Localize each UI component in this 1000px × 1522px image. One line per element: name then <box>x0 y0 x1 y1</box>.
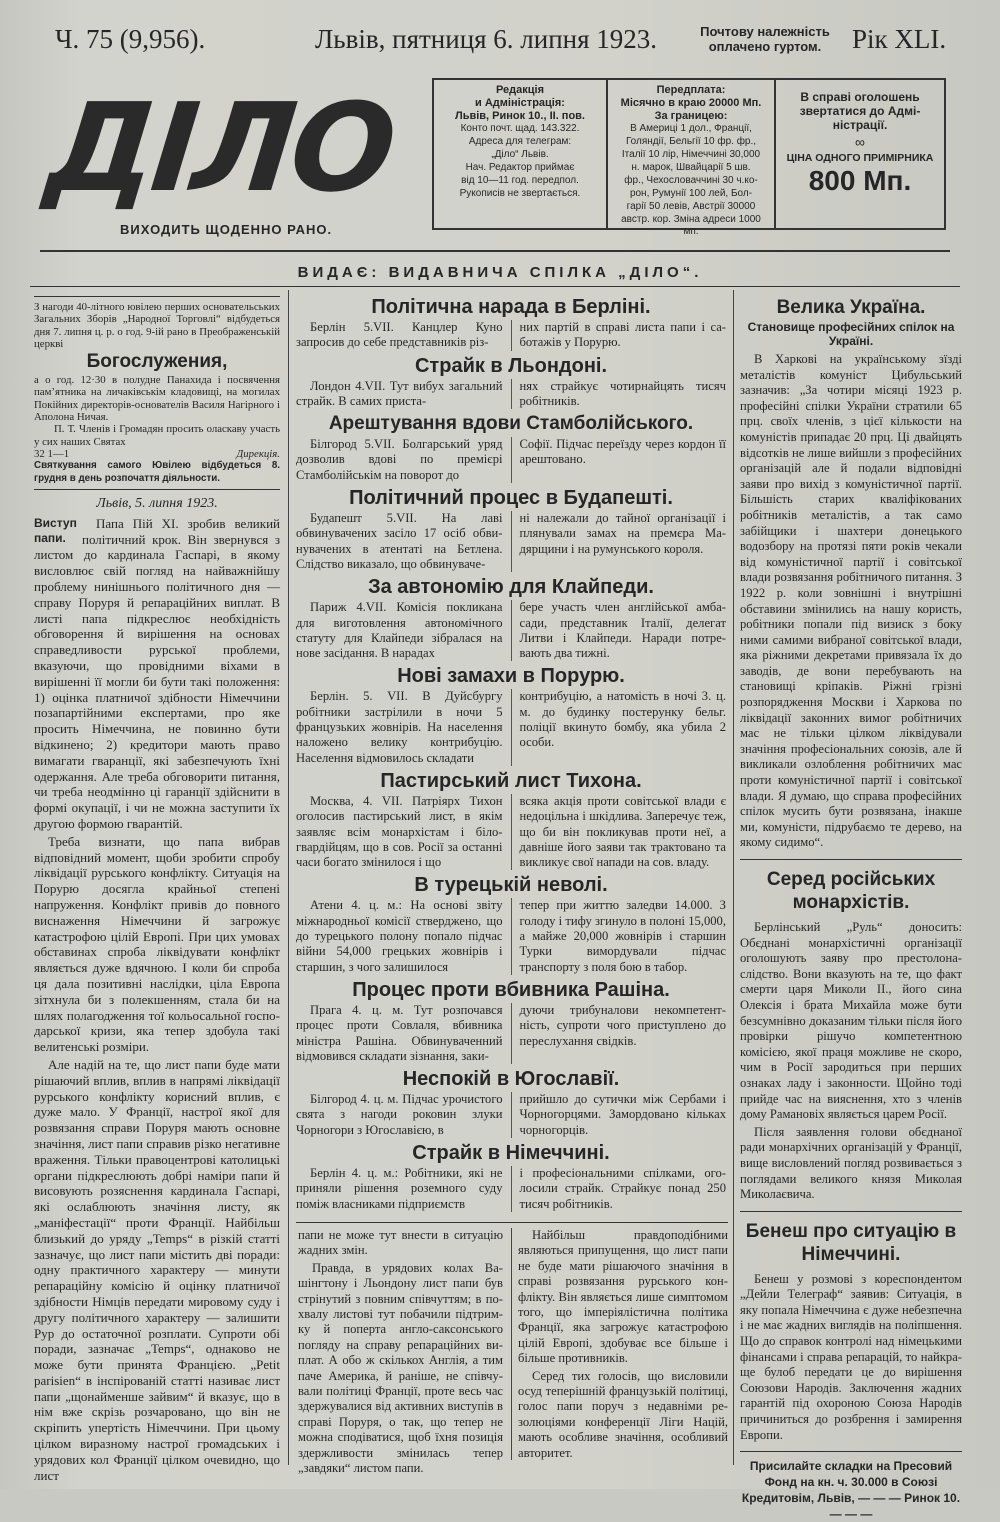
continuation-rule <box>511 1228 512 1460</box>
news-headline: За автономію для Клайпеди. <box>368 576 654 599</box>
article-monarchists-p1: Берлінський „Руль“ доносить: Обєднані монархістичні організації оголошують заяву про престолонаслідство. Вони вказують на те, що факт смерти царя Миколи II., його сина Олексія і брата Михайла може бути безсумнівно доказаним тільки після його провірки рішучо компетентною комісією, якої праця можливе не скоро, чим в Росії зародиться при перших ознаках ладу і законности. Щойно тоді прийде час на вияснення, хто з членів дому Рамановіх являється царем Росії. <box>740 920 962 1122</box>
news-text-left: Берлін. 5. VII. В Дуйсбургу робітники застрілили в ночи 5 французьких жовнірів. На населення наложено велику контрибуцію. Населення відмовилось складати <box>296 689 503 765</box>
news-text-right: прийшло до сутички між Сербами і Чорногорцями. Замордовано кільках чорногорців. <box>519 1092 726 1137</box>
subscription-lines-line: Голяндії, Бельгії 10 фр. фр., <box>625 136 757 147</box>
news-text-left: Берлін 5.VII. Канцлер Куно запросив до себе представників різ- <box>296 320 503 350</box>
news-text-left: Прага 4. ц. м. Тут розпочався процес проти Совлаля, вбивника міністра Рашіна. Обвинуваченний відмовився складати зізнання, заки- <box>296 1002 503 1063</box>
notice-body: а о год. 12·30 в полудне Панахида і посвячення пам’ятника на личаківськім кладовищі, на могилах Покійних директорів-основателів Василя Нагірного і Аполона Ничая. <box>34 374 280 424</box>
right-rule-3 <box>740 1451 962 1452</box>
editorial-lines-line: Львів, Ринок 10., II. пов. <box>454 110 585 122</box>
news-headline: Політичний процес в Будапешті. <box>349 487 673 510</box>
column-rule-1 <box>288 290 289 1465</box>
lead-article <box>34 515 280 1483</box>
news-headline: Нові замахи в Порурю. <box>397 665 625 688</box>
article-benes-text: Бенеш у розмові з кореспондентом „Дейли Телеграф“ заявив: Ситуація, в яку попала Німеччина є дуже небезпечна і не має жадних виглядів на поліпшення. Що до справок контролі над німецькими фінансами і справа репарацій, то найкраще булоб передати це до вирішення Союзови Народів. Заключення жадних гарантій під охороною Союза Народів причиниться до розбрення і замирення Европи. <box>740 1271 962 1442</box>
news-text-right: бере участь член англійської амбасади, представник Італії, делегат Литви і Клайпеди. Наради потревають два тижні. <box>519 600 726 661</box>
continuation-left-1: папи не може тут внести в ситуацію жадних змін. <box>298 1228 503 1258</box>
right-rule-1 <box>740 859 962 860</box>
news-headline: Страйк в Німеччині. <box>412 1141 610 1164</box>
news-column <box>296 294 726 1209</box>
news-text-left: Москва, 4. VII. Патріярх Тихон оголосив пастирський лист, в якім заявляє всім монархістам і білогвардійцям, що в сов. Росії за останні часи богато змінилося і що <box>296 793 503 870</box>
price-label: ЦІНА ОДНОГО ПРИМІРНИКА <box>786 152 934 164</box>
column-rule-2 <box>733 290 734 1465</box>
lead-paragraph-3: Але надій на те, що лист папи буде мати рішаючий вплив, вплив в напрямі ліквідації рурського конфлікту корисний вплив, є дуже мало. У Франції, настрої якої для розвязання справи Поруря мають основне значіння, лист папи справив різко негативне враження. Тільки правоцентрові католицькі органи підкреслюють добрі наміри папи й висовують розяснення кардинала Гаспарі, які ослаблюють значіння листу, як „маніфестації“ проти Франції. Найбільш близький до уряду „Temps“ в різкій статті зазначує, що лист папи містить дві поради: одну практичного характеру — минути репараційну комісію й оцінку платничої здібности Німців передати мировому суду і другу політичного характеру — залишити Рур до остаточної розплати. Супроти обі поради, зазначає „Temps“, однаково не може бути принята Францією. „Petit parisien“ в інспірованій статті називає лист папи „щонайменше зайвим“ й вказує, що в нім вже скрізь розчаровано, що він не скріпить упертість Німеччини. При цьому цілком виразному настрої громадських і урядових кол Франції цілком очевидно, що лист <box>34 1056 280 1483</box>
article-monarchists-body <box>740 920 962 1203</box>
news-column-divider <box>511 1003 512 1064</box>
news-column-divider <box>511 511 512 572</box>
dateline: Львів, 5. липня 1923. <box>96 495 218 511</box>
subscription-lines-line: австр. кор. Зміна адреси 1000 мп. <box>621 214 761 237</box>
article-great-ukraine-subtitle: Становище професійних спілок на Україні. <box>747 320 955 348</box>
editorial-lines-line: Редакція <box>495 84 545 96</box>
year-label: Рік XLI. <box>852 24 947 54</box>
news-text-right: тепер при життю заледви 14.000. З голоду і тифу згинуло в полоні 15,000, а майже 20,000 жовнірів і старшин Турки вимордували підчас транспорту з поля бою в табор. <box>519 898 726 974</box>
news-text-left: Білгород 4. ц. м. Підчас урочистого свята з нагоди роковин злуки Чорногори з Югославією, в <box>296 1092 503 1137</box>
subscription-lines-line: рон, Румунії 100 лей, Бол- <box>629 188 753 199</box>
right-column <box>740 296 962 1522</box>
article-benes-body <box>740 1272 962 1444</box>
news-column-divider <box>511 794 512 870</box>
news-headline: Неспокій в Югославії. <box>402 1068 620 1091</box>
news-text-left: Берлін 4. ц. м.: Робітники, які не приняли рішення роземного суду поміж власниками підприємств <box>296 1165 503 1211</box>
subscription-lines-line: За границею: <box>654 110 728 122</box>
news-text-right: всяка акція проти совітської влади є недоцільна і шкідлива. Заперечує теж, що би він покликував проти неї, а давніше його заяви так трактовано та викликує свої напади на сов. владу. <box>519 793 726 870</box>
subscription-lines-line: Місячно в краю 20000 Мп. <box>620 97 762 109</box>
article-benes-title: Бенеш про ситуацію в Німеччині. <box>745 1220 957 1265</box>
news-text-left: Атени 4. ц. м.: На основі звіту міжнародньої комісії стверджено, що до турецького полону попало підчас війни 54,000 грецьких жовнірів і старшин, з чого залишилося <box>296 898 503 974</box>
article-great-ukraine-body <box>740 352 962 851</box>
news-item <box>296 294 726 351</box>
subscription-lines-line: В Америці 1 дол., Франції, <box>630 123 752 134</box>
editorial-box <box>432 78 608 230</box>
continuation-right-1: Найбільш правдоподібними являються припущення, що лист папи не буде мати рішаючого значіння в справі розвязання рурського конфлікту. Він являється лише симптомом того, що імперіялістична політика Франції, яка загрожує катастрофою цілій Европі, здобуває все більше і більше противників. <box>518 1228 728 1366</box>
news-item <box>296 574 726 661</box>
news-text-left: Париж 4.VII. Комісія покликана для виготовлення автономічного статуту для Клайпеди зібралася на нове засідання. В нарадах <box>296 600 503 661</box>
news-item <box>296 1140 726 1212</box>
news-text-right: дуючи трибуналови некомпетентність, супроти чого приступлено до переслухання свідків. <box>519 1002 726 1048</box>
continuation-right-2: Серед тих голосів, що висловили осуд теперішній французькій політиці, голос папи поруч з недавніми резолюціями конференції Ліги Націй, мають особливе значіння, особливий авторитет. <box>518 1368 728 1460</box>
lead-paragraph-1: Папа Пій XI. зробив великий політичний крок. Він звернувся з листом до кардинала Гаспарі, в якому висловлює свій погляд на найважнійшу проблему нинішнього політичного дня — справу Поруря й репараційних виплат. В листі папа підкреслює необхідність обговорення й вирішення на основах справедливости рурської проблеми, вказуючи, що провідними віхами в вирішенні її могли би бути такі положення: 1) оцінка платничої здібности Німеччини позапартійними експертами, про яке просить Німеччина, не повинно бути відкинено; 2) кредитори мають право вимагати гваранції, які забезпечують їхні одержання. Але треба обговорити питання, чи треба неодмінно ці гаранції здійснити в формі окупації, і чи не можна заступити їх другою формою гварантій. <box>34 515 280 831</box>
news-column-divider <box>511 689 512 765</box>
subscription-lines-line: н. марок, Швайцарії 5 шв. <box>631 162 751 173</box>
news-item <box>296 485 726 572</box>
editorial-lines-line: Рукописів не звертається. <box>459 188 581 199</box>
news-text-left: Будапешт 5.VII. На лаві обвинувачених засіло 17 осіб обвинувачених в атентаті на Бетлена. Слідство виказало, що обвинуваче- <box>296 511 503 571</box>
news-headline: В турецькій неволі. <box>414 874 608 897</box>
news-column-divider <box>511 320 512 351</box>
news-item <box>296 1066 726 1138</box>
divider-icon: ∞ <box>855 134 865 150</box>
right-rule-2 <box>740 1211 962 1212</box>
masthead-rule <box>40 250 950 252</box>
editorial-lines-line: Нач. Редактор приймає <box>465 162 575 173</box>
fund-appeal: Присилайте складки на Пресовий Фонд на кн. ч. 30.000 в Союзі Кредитовім, Львів, — — — Ринок 10. — — — <box>741 1459 961 1522</box>
news-column-divider <box>511 379 512 410</box>
subscription-lines-line: фр., Чехословаччині 30 ч.ко- <box>624 175 758 186</box>
article-monarchists-p2: Після заявлення голови обєднаної ради монархічних організацій у Франції, вище висловлений погляд розвивається з поглядами великого князя Миколая Миколаєвича. <box>740 1124 962 1202</box>
article-great-ukraine-text: В Харкові на українському зїзді металістів комуніст Цибульський зазначив: „За чотири місяці 1923 р. професійні спілки України стратили 65 прц. своїх членів, з цієї кількости на комуністів припадає 20 прц. Ці двайцять відсотків не лише вийшли з професійних організацій але й подали відповідні заяви про вихід з комуністичної партії. Більшість старих кваліфікованих робітників металістів, а так само забійщики і шахтери донецького водозбору на протязі пяти років чекали від комуністичної партії і совітської влади розвязання робітничого питання. З 1922 р. коли зовнішні і внутрішні обставини змінились на нашу користь, робітники попали під визиск з боку ними самими вибраної совітської влади, яка ріжними декретами привязала їх до заводів, де вони перебувають на становищі кріпаків. Ріжні грізні розпорядження Москви і Харкова по ліквідації законних вимог робітничих мас не тільки цілком ліквідували значіння професіональних союзів, але й викликали озлоблення робітничих мас проти комуністичної партії і совітської влади. Я думаю, що справа професійних спілок мусить бути розвязана, інакше ми, комуністи, підрубаємо те дерево, на якому сидимо“. <box>740 352 962 850</box>
notice-signature: Дирекція. <box>236 447 280 460</box>
news-bottom-rule <box>296 1222 728 1223</box>
news-headline: Політична нарада в Берліні. <box>371 296 651 318</box>
issue-number: Ч. 75 (9,956). <box>55 24 206 54</box>
notice-title: Богослужения, <box>86 351 228 373</box>
news-headline: Процес проти вбивника Рашіна. <box>352 978 670 1001</box>
news-item <box>296 411 726 483</box>
subscription-lines-line: гарії 50 левів, Австрії 30000 <box>626 201 756 212</box>
notice-sig1: П. Т. Членів і Громадян просить оласкаву участь у сих наших Святах <box>34 423 280 448</box>
publisher-rule <box>30 286 960 287</box>
price-box <box>774 78 946 230</box>
news-text-left: Лондон 4.VII. Тут вибух загальний страйк. В самих приста- <box>296 378 503 408</box>
news-text-right: ні належали до тайної організації і плянували замах на премєра Мадярщини і на румунського короля. <box>519 511 726 556</box>
publisher-line: ВИДАЄ: ВИДАВНИЧА СПІЛКА „ДІЛО“. <box>297 264 703 281</box>
jubilee-notice <box>34 296 280 490</box>
lead-paragraph-2: Треба визнати, що папа вибрав відповідний момент, щоби зробити спробу ліквідації рурського конфлікту. Ситуація на Порурю досягла крайньої степені напруження. Конфлікт привів до повного виснаження Німеччини й загрожує катастрофою цілій Европі. При цих умовах обставинах спроба ліквідувати конфлікт являється дуже вдячною. І коли би спроба ця дала позитивні наслідки, ціла Европа зітхнула би з полекшенням, стала би на шлях полагодження тої кольосальної господарської кризи, яка тепер здобула такі велитенські розміри. <box>34 833 280 1055</box>
price-value: 800 Мп. <box>808 165 912 196</box>
news-headline: Пастирський лист Тихона. <box>380 769 642 792</box>
news-text-right: контрибуцію, а натомість в ночі 3. ц. м. до будинку постерунку бельг. поліції вкинуто бомбу, яка убила 2 особи. <box>519 689 726 750</box>
subscription-box <box>606 78 776 237</box>
news-column-divider <box>511 1166 512 1212</box>
news-text-right: і професіональними спілками, оголосили страйк. Страйкує понад 250 тисяч робітників. <box>519 1165 726 1211</box>
news-column-divider <box>511 1092 512 1138</box>
article-monarchists-title: Серед російських монархістів. <box>766 869 936 913</box>
news-item <box>296 768 726 870</box>
continuation-right <box>518 1228 728 1460</box>
notice-top: З нагоди 40-літного ювілею перших основательських Загальних Зборів „Народної Торговлі“ відбудеться дня 7. липня ц. р. о год. 9-ій рано в Преображенській церкві <box>34 301 280 350</box>
editorial-lines-line: Конто почт. щад. 143.322. <box>460 123 580 134</box>
editorial-lines-line: Адреса для телеграм: <box>468 136 572 147</box>
news-item <box>296 977 726 1064</box>
notice-ref: 32 1—1 <box>34 447 70 460</box>
news-item <box>296 663 726 765</box>
news-item <box>296 872 726 974</box>
tagline: ВИХОДИТЬ ЩОДЕННО РАНО. <box>120 222 333 237</box>
news-column-divider <box>511 898 512 974</box>
editorial-lines-line: и Адміністрація: <box>475 97 565 109</box>
ads-note: В справі оголошень звертатися до Адміністрації. <box>799 90 921 132</box>
subscription-lines-line: Передплата: <box>656 84 726 96</box>
news-text-left: Білгород 5.VII. Болгарський уряд дозволив вдові по премієрі Стамболійськім на поворот до <box>296 437 503 482</box>
news-text-right: них партій в справі листа папи і саботажів у Порурю. <box>519 320 726 350</box>
news-text-right: Софії. Підчас переїзду через кордон її арештовано. <box>519 437 726 467</box>
side-label: Виступ папи. <box>34 515 77 545</box>
news-headline: Страйк в Льондоні. <box>414 354 608 377</box>
notice-end: Святкування самого Ювілею відбудеться 8. грудня в день розпочаття діяльности. <box>34 460 280 484</box>
left-column <box>34 296 280 1483</box>
masthead-top-line <box>40 18 960 62</box>
news-column-divider <box>511 600 512 661</box>
news-item <box>296 353 726 410</box>
postage-note: Почтову належність оплачено гуртом. <box>700 24 830 54</box>
news-text-right: нях страйкує чотирнайцять тисяч робітників. <box>519 378 726 408</box>
subscription-lines-line: Італії 10 лір, Німеччині 30,000 <box>621 149 761 160</box>
continuation-left-2: Правда, в урядових колах Вашінгтону і Льондону лист папи був стрінутий з повним співчуттям; в похвалу листові тут побачили підтримку й поперта англо-саксонського погляду на справу репараційних виплат. А обо ж скількох Англія, а тим паче Америка, й раніше, не співчували політиці Франції, проте весь час здержувалися від активних виступів в справі Поруря, о так, що тепер не можна сподіватися, щоб їхня позиція здержливости змінилась тепер „завдяки“ листом папи. <box>298 1260 503 1476</box>
article-great-ukraine-title: Велика Україна. <box>776 297 926 318</box>
place-date: Львів, пятниця 6. липня 1923. <box>315 24 658 54</box>
news-column-divider <box>511 437 512 483</box>
newspaper-logo: ДІЛО <box>40 77 399 219</box>
news-headline: Арештування вдови Стамболійського. <box>328 413 694 435</box>
editorial-lines-line: „Діло“ Львів. <box>491 149 549 160</box>
editorial-lines-line: від 10—11 год. передпол. <box>461 175 579 186</box>
continuation-left <box>298 1228 503 1476</box>
